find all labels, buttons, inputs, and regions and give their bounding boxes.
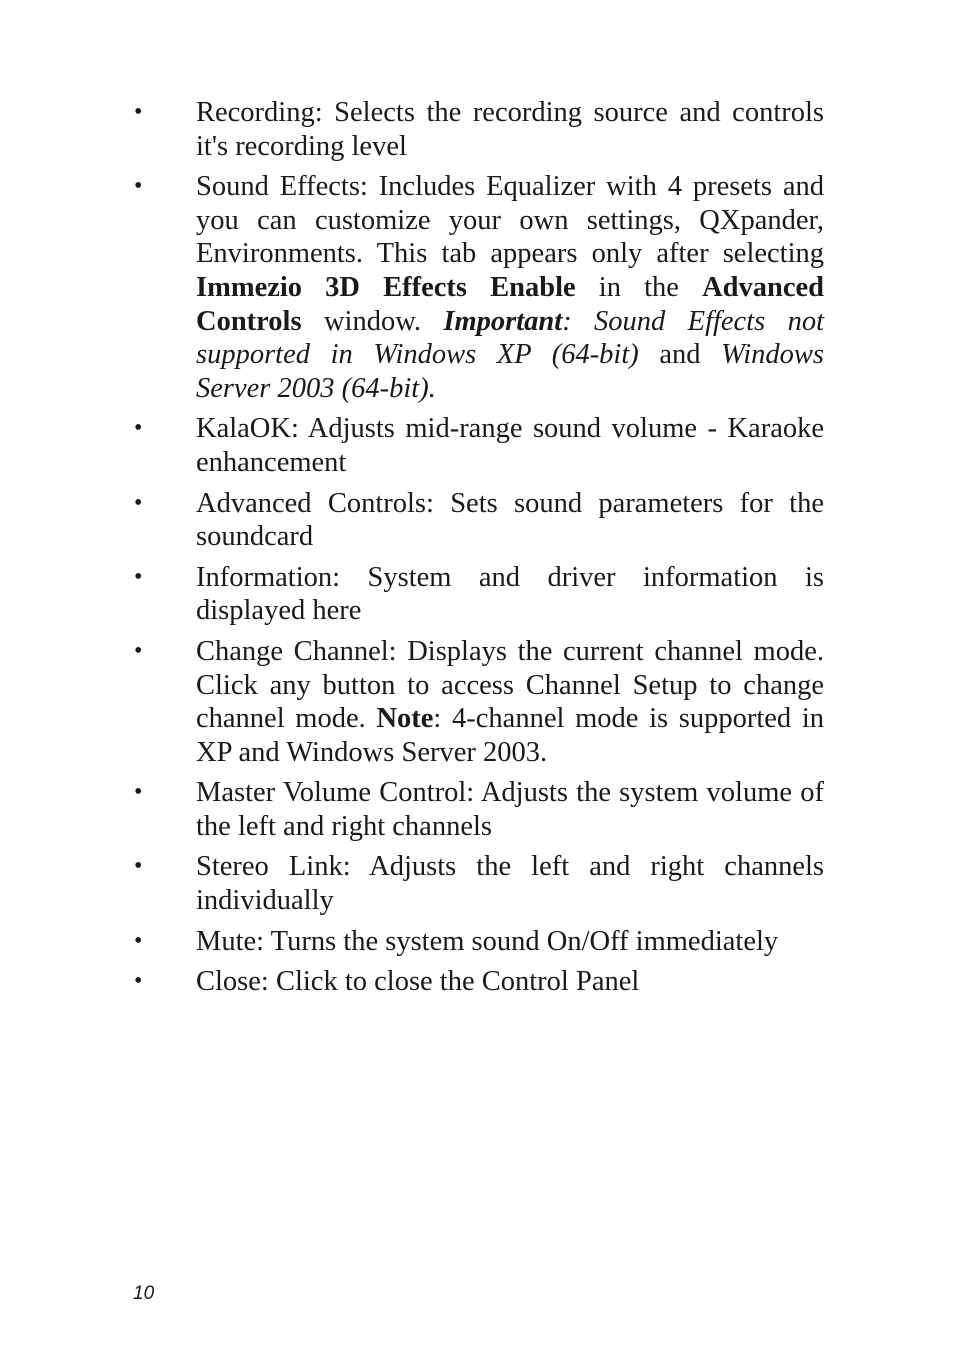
list-item-mute — [134, 925, 824, 959]
bullet-icon: • — [134, 415, 143, 442]
note-label: Note — [376, 703, 434, 735]
bullet-icon: • — [134, 563, 143, 590]
bullet-icon: • — [134, 927, 143, 954]
item-text: Recording: Selects the recording source and controls it's recording level — [196, 97, 824, 162]
list-item-master-volume — [134, 776, 824, 843]
item-text: Change Channel: Displays the current channel mode. Click any button to access Channel Setup to change channel mode. — [196, 635, 824, 735]
item-text: Master Volume Control: Adjusts the system volume of the left and right channels — [196, 777, 824, 842]
list-item-close — [134, 965, 824, 999]
list-item-advanced-controls — [134, 487, 824, 554]
list-item-sound-effects — [134, 170, 824, 405]
bullet-icon: • — [134, 637, 143, 664]
list-item-kalaok — [134, 412, 824, 479]
bullet-icon: • — [134, 779, 143, 806]
bold-term-advanced-controls: Advanced Controls — [196, 271, 824, 337]
bullet-icon: • — [134, 853, 143, 880]
italic-note: : Sound Effects not supported in Windows XP (64-bit) — [196, 305, 824, 371]
list-item-information — [134, 561, 824, 628]
bullet-list — [134, 96, 824, 1006]
item-text: in the — [575, 271, 703, 303]
italic-note: Windows Server 2003 (64-bit). — [196, 339, 824, 404]
item-text: KalaOK: Adjusts mid-range sound volume - Karaoke enhancement — [196, 413, 824, 478]
item-text: Close: Click to close the Control Panel — [196, 966, 640, 998]
list-item-change-channel — [134, 635, 824, 769]
item-text: Advanced Controls: Sets sound parameters for the soundcard — [196, 487, 824, 553]
bullet-icon: • — [134, 489, 143, 516]
item-text: Information: System and driver information is displayed here — [196, 561, 824, 627]
item-text: and — [638, 339, 722, 371]
item-text: : 4-channel mode is supported in XP and Windows Server 2003. — [196, 703, 825, 768]
important-label: Important — [443, 305, 563, 337]
list-item-stereo-link — [134, 850, 824, 917]
item-text: Mute: Turns the system sound On/Off immediately — [196, 925, 779, 957]
bullet-icon: • — [134, 173, 143, 200]
item-text: Sound Effects: Includes Equalizer with 4 presets and you can customize your own settings, QXpander, Environments. This tab appears only after selecting — [196, 171, 824, 270]
bullet-icon: • — [134, 99, 143, 125]
item-text: Stereo Link: Adjusts the left and right channels individually — [196, 851, 824, 917]
bullet-icon: • — [134, 968, 143, 995]
bold-term-immezio: Immezio 3D Effects Enable — [196, 271, 576, 303]
list-item-recording — [134, 96, 824, 163]
item-text: window. — [301, 305, 444, 337]
page-number: 10 — [133, 1283, 155, 1304]
